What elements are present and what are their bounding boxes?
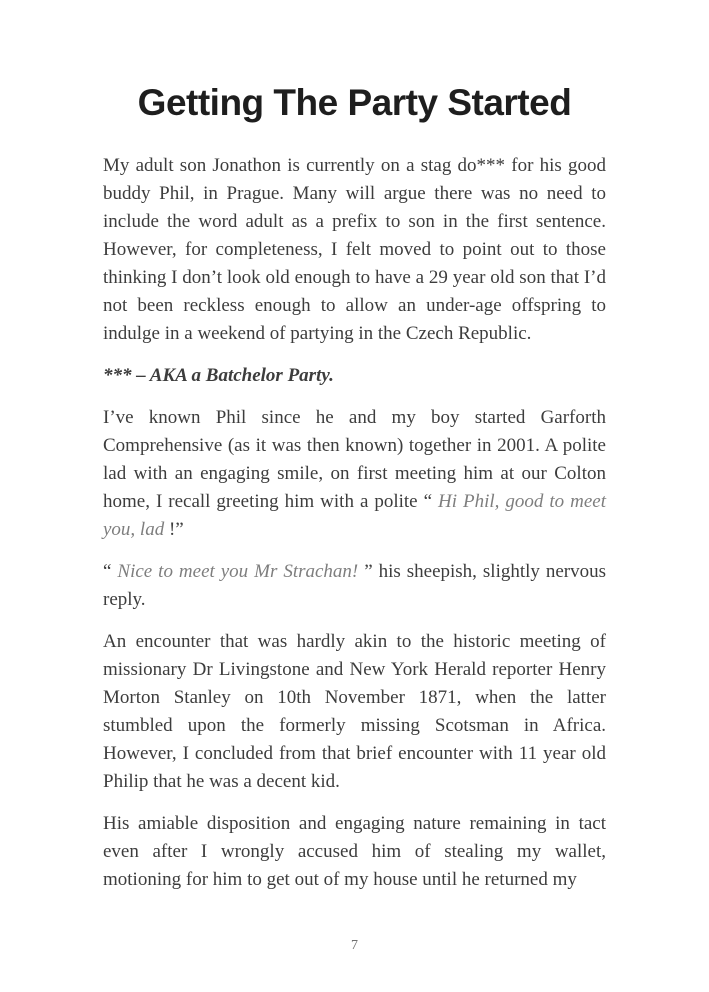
text-run: ” his sheepish, slightly nervous reply. [103, 561, 607, 610]
text-run: I’ve known Phil since he and my boy started Garforth Comprehensive (as it was then known) together in 2001. A polite lad with an engaging smile, on first meeting him at our Colton home, I recall greeting him with a polite “ [103, 407, 606, 512]
text-run: Nice to meet you Mr Strachan! [117, 561, 359, 582]
paragraph [103, 362, 606, 390]
paragraph [103, 152, 606, 348]
text-run: !” [164, 519, 184, 540]
paragraph [103, 558, 606, 614]
text-run: “ [103, 561, 118, 582]
page-number: 7 [351, 938, 358, 953]
text-run: His amiable disposition and engaging nature remaining in tact even after I wrongly accused him of stealing my wallet, motioning for him to get out of my house until he returned my [103, 813, 606, 890]
text-run: Hi Phil, good to meet you, lad [103, 491, 606, 540]
text-run: My adult son Jonathon is currently on a stag do*** for his good buddy Phil, in Prague. Many will argue there was no need to include the word adult as a prefix to son in the first sentence. However, for completeness, I felt moved to point out to those thinking I don’t look old enough to have a 29 year old son that I’d not been reckless enough to allow an under-age offspring to indulge in a weekend of partying in the Czech Republic. [103, 155, 606, 344]
paragraph [103, 810, 606, 894]
paragraph [103, 404, 606, 544]
paragraph [103, 628, 606, 796]
text-run: *** – AKA a Batchelor Party. [103, 365, 334, 386]
page-body [103, 152, 606, 894]
text-run: An encounter that was hardly akin to the historic meeting of missionary Dr Livingstone and New York Herald reporter Henry Morton Stanley on 10th November 1871, when the latter stumbled upon the formerly missing Scotsman in Africa. However, I concluded from that brief encounter with 11 year old Philip that he was a decent kid. [103, 631, 606, 792]
page-title: Getting The Party Started [137, 82, 572, 123]
